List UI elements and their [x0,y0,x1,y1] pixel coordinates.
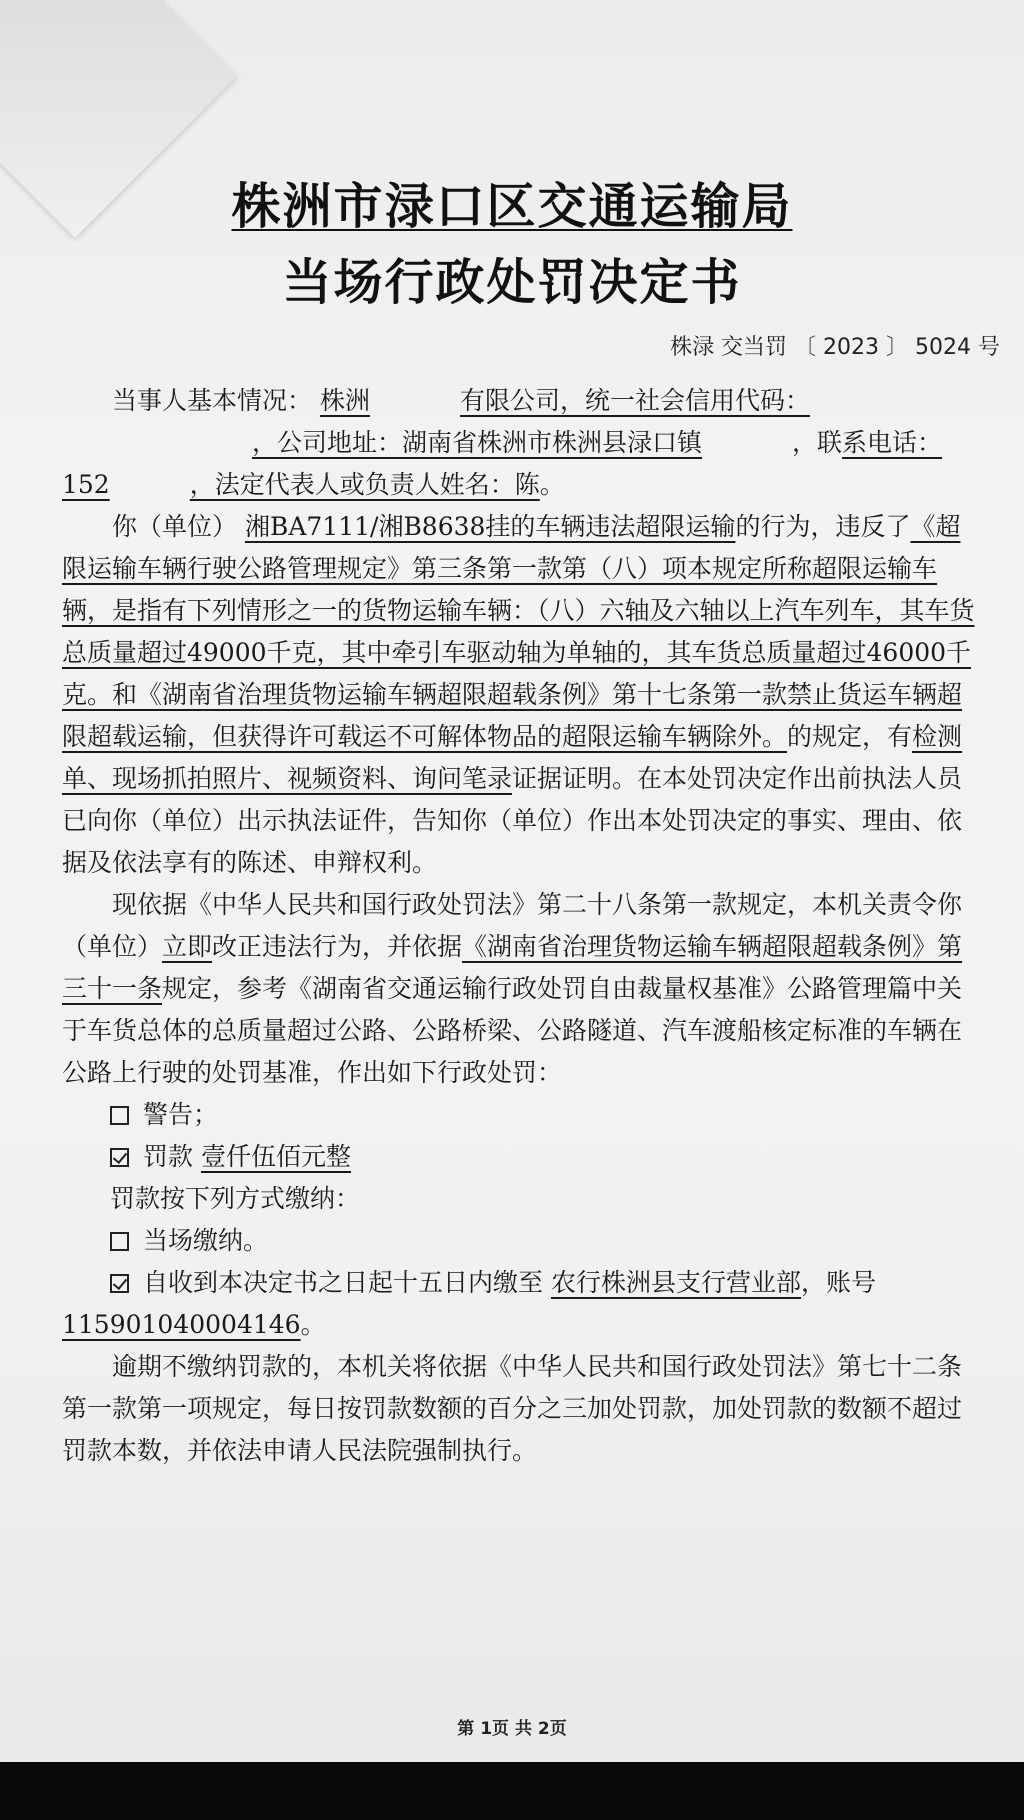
option-pay-bank [62,1262,982,1346]
party-company-suffix: 有限公司，统一社会信用代码： [459,386,810,415]
fine-label: 罚款 [143,1142,194,1171]
pay-bank-text: 自收到本决定书之日起十五日内缴至 [143,1268,544,1297]
account-label: ，账号 [800,1268,876,1297]
party-end: 。 [539,470,565,499]
pay-intro: 罚款按下列方式缴纳： [110,1184,361,1213]
document-number: 株渌 交当罚 〔 2023 〕 5024 号 [670,335,1000,360]
document-title-line1: 株洲市渌口区交通运输局 [231,177,793,235]
p1-text-c: 的规定，有 [787,722,913,751]
decision-paragraph [62,884,982,1094]
party-address: ，公司地址：湖南省株洲市株洲县渌口镇 [252,428,703,457]
penalty-basis: 《湖南省治理货物运输车辆超限超载条例》第三十一条 [62,932,963,1003]
party-info [62,380,982,506]
account-number: 115901040004146 [62,1310,301,1339]
party-comma: ，联 [792,428,843,457]
party-company: 株洲 [319,386,370,415]
pay-onsite-checkbox [110,1232,129,1251]
p2-text-a: 现依据《中华人民共和国行政处罚法》第二十八条第一款规定，本机关责令你（单位） [62,890,963,961]
p1-text-b: 的行为，违反了 [735,512,911,541]
party-label: 当事人基本情况： [112,386,313,415]
p1-text-a: 你（单位） [112,512,238,541]
p1-text-d: 证据证明。在本处罚决定作出前执法人员已向你（单位）出示执法证件，告知你（单位）作出本处罚决定的事实、理由、依据及依法享有的陈述、申辩权利。 [62,764,963,877]
correction-time: 立即 [162,932,213,961]
violation-paragraph [62,506,982,884]
background-shadow [0,1762,1024,1820]
page-number: 第 1页 共 2页 [457,1719,567,1739]
overdue-paragraph: 逾期不缴纳罚款的，本机关将依据《中华人民共和国行政处罚法》第七十二条第一款第一项规定，每日按罚款数额的百分之三加处罚款，加处罚款的数额不超过罚款本数，并依法申请人民法院强制执行。 [62,1352,963,1465]
party-representative: ，法定代表人或负责人姓名：陈 [189,470,540,499]
pay-bank-checkbox [110,1274,129,1293]
bank-name: 农行株洲县支行营业部 [550,1268,801,1297]
document-title-line2: 当场行政处罚决定书 [282,253,742,311]
fine-amount: 壹仟伍佰元整 [200,1142,351,1171]
p2-text-b: 改正违法行为，并依据 [212,932,463,961]
party-phone: 系电话：152 [62,428,943,499]
fine-checkbox [110,1148,129,1167]
evidence: 检测单、现场抓拍照片、视频资料、询问笔录 [62,722,963,793]
warning-label: 警告； [143,1100,219,1129]
pay-onsite-label: 当场缴纳。 [143,1226,269,1255]
option-warning [62,1094,982,1136]
vehicle-plate: 湘BA7111/湘B8638挂的车辆违法超限运输 [244,512,736,541]
p2-text-c: 规定，参考《湖南省交通运输行政处罚自由裁量权基准》公路管理篇中关于车货总体的总质量超过公路、公路桥梁、公路隧道、汽车渡船核定标准的车辆在公路上行驶的处罚基准，作出如下行政处罚： [62,974,963,1087]
option-fine [62,1136,982,1178]
option-pay-onsite [62,1220,982,1262]
account-end: 。 [300,1310,326,1339]
violated-regulation: 《超限运输车辆行驶公路管理规定》第三条第一款第（八）项本规定所称超限运输车辆，是指有下列情形之一的货物运输车辆：（八）六轴及六轴以上汽车列车，其车货总质量超过49000千克，其中牵引车驱动轴为单轴的，其车货总质量超过46000千克。和《湖南省治理货物运输车辆超限超载条例》第十七条第一款禁止货运车辆超限超载运输，但获得许可载运不可解体物品的超限运输车辆除外。 [62,512,975,751]
document-body [62,380,982,1472]
warning-checkbox [110,1106,129,1125]
